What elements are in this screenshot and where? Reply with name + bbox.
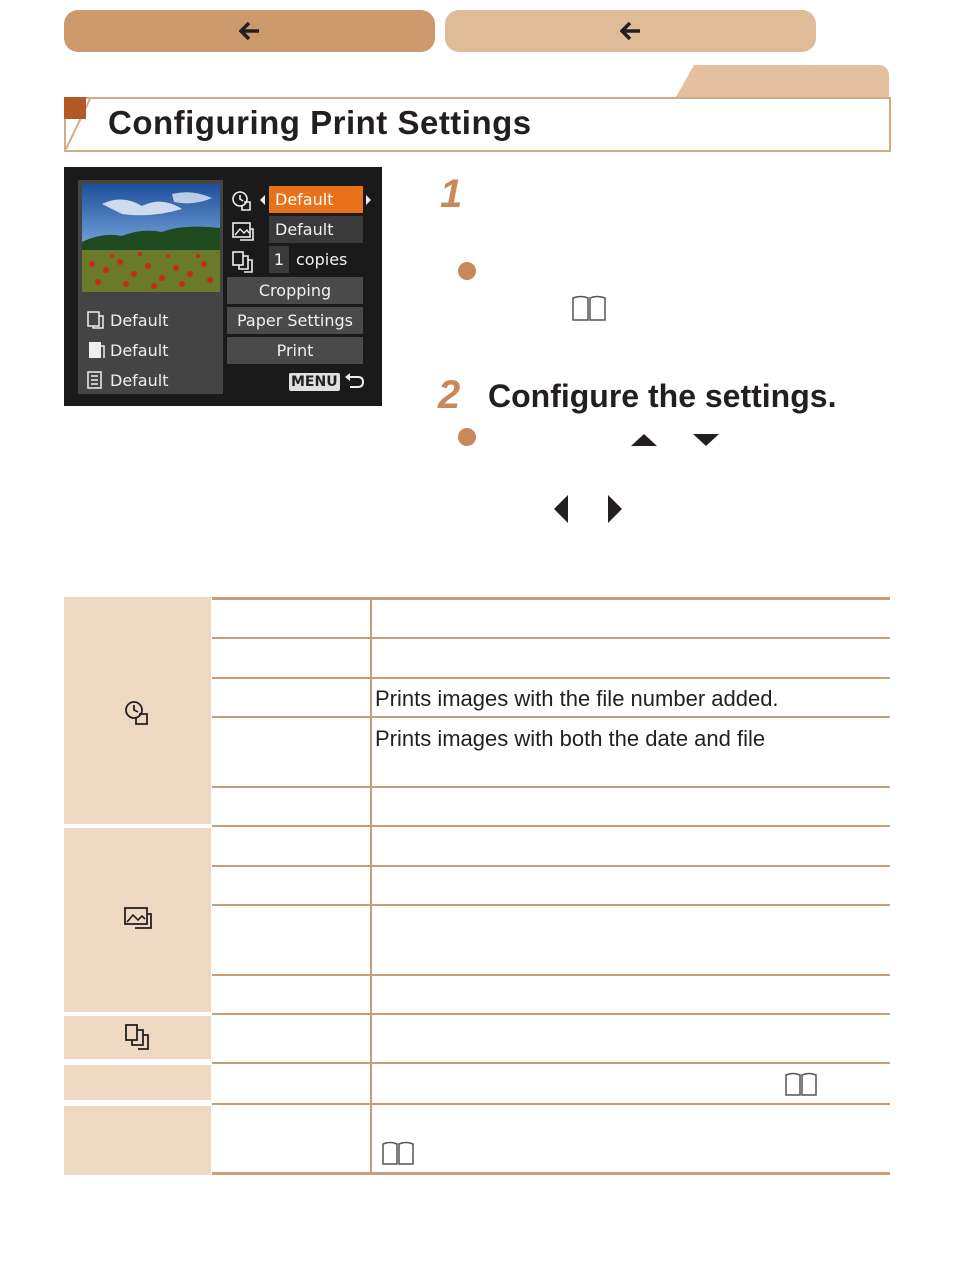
row-divider (212, 825, 890, 827)
page-title: Configuring Print Settings (108, 104, 532, 141)
image-icon (230, 219, 256, 243)
side-date-setting: Default (86, 308, 168, 332)
paper-settings-button[interactable]: Paper Settings (227, 307, 363, 334)
layout-icon (86, 370, 106, 390)
arrow-left-icon (620, 21, 642, 41)
down-arrow-icon (692, 432, 720, 448)
date-setting-field[interactable]: Default (269, 186, 363, 213)
section-tab[interactable] (676, 65, 889, 97)
copies-icon (86, 310, 106, 330)
step-1-bullet (458, 262, 476, 280)
camera-screen (64, 167, 382, 406)
step-2-title: Configure the settings. (488, 378, 837, 414)
menu-back-button[interactable]: MENU (289, 372, 366, 392)
book-icon[interactable] (571, 294, 607, 324)
left-arrow-icon (552, 494, 570, 524)
book-icon[interactable] (381, 1140, 415, 1168)
row-divider (212, 904, 890, 906)
category-copies (64, 1016, 211, 1059)
image-setting-field[interactable]: Default (269, 216, 363, 243)
cropping-button[interactable]: Cropping (227, 277, 363, 304)
date-icon (230, 188, 256, 212)
return-arrow-icon (342, 373, 366, 391)
preview-photo (82, 184, 220, 292)
book-icon[interactable] (784, 1071, 818, 1099)
copies-count-field[interactable]: 1 (269, 246, 289, 273)
row-divider (212, 637, 890, 639)
triangle-right-icon[interactable] (366, 195, 372, 205)
nav-back-button[interactable] (64, 10, 435, 52)
table-row-description: Prints images with the file number added. (375, 686, 779, 711)
category-cropping (64, 1065, 211, 1100)
print-button[interactable]: Print (227, 337, 363, 364)
row-divider (212, 974, 890, 976)
row-divider (212, 786, 890, 788)
category-image (64, 828, 211, 1012)
copies-icon (123, 1023, 153, 1051)
row-divider (212, 1013, 890, 1015)
copies-label: copies (296, 250, 348, 269)
row-divider (212, 865, 890, 867)
side-paper-setting: Default (86, 338, 168, 362)
side-layout-setting: Default (86, 368, 168, 392)
row-divider (212, 1103, 890, 1105)
date-icon (123, 698, 153, 726)
arrow-left-icon (239, 21, 261, 41)
table-row-description: Prints images with both the date and file (375, 726, 766, 751)
row-divider (212, 1062, 890, 1064)
heading-square-icon (64, 97, 86, 119)
step-2-bullet (458, 428, 476, 446)
nav-return-button[interactable] (445, 10, 816, 52)
category-paper-settings (64, 1106, 211, 1175)
step-2-number: 2 (438, 373, 461, 417)
settings-table (64, 597, 890, 1177)
right-arrow-icon (606, 494, 624, 524)
row-divider (212, 677, 890, 679)
row-divider (212, 1172, 890, 1175)
row-divider (212, 716, 890, 718)
copies-icon (230, 249, 256, 273)
row-divider (212, 597, 890, 600)
camera-preview-panel (78, 180, 223, 394)
image-icon (122, 904, 154, 930)
up-arrow-icon (630, 432, 658, 448)
column-divider (370, 597, 372, 1175)
triangle-left-icon[interactable] (260, 195, 266, 205)
category-date (64, 597, 211, 824)
step-1-number: 1 (440, 172, 463, 216)
paper-icon (86, 340, 106, 360)
